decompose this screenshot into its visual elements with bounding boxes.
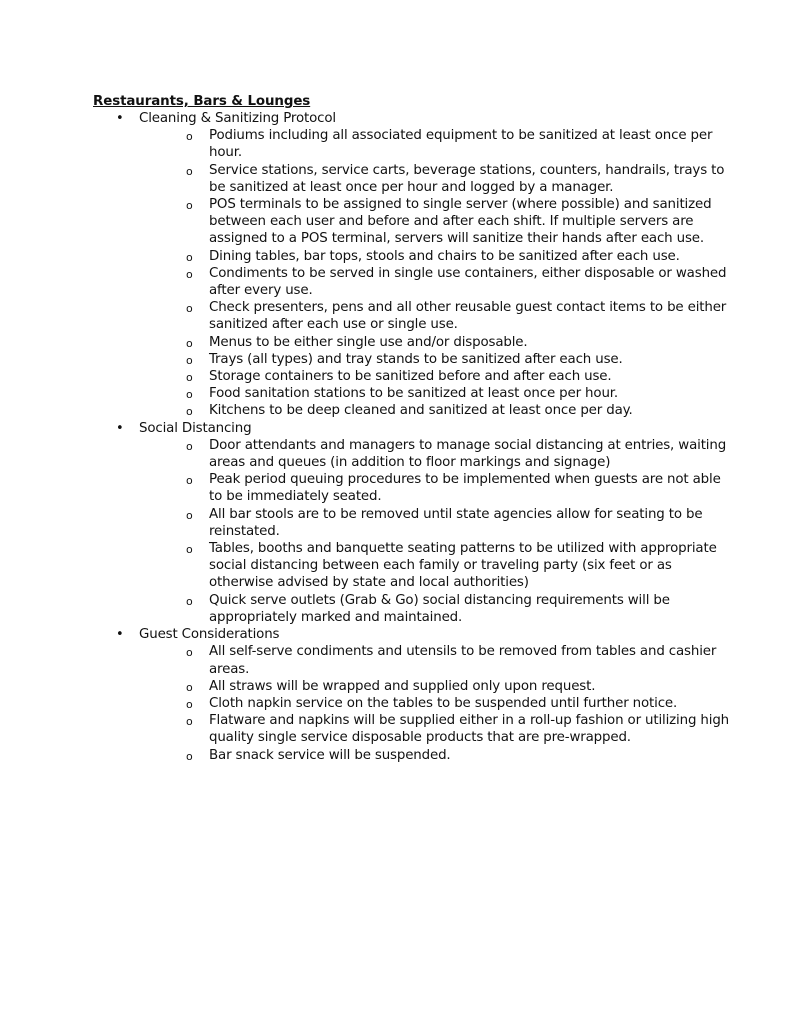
list-item bbox=[186, 127, 729, 161]
hollow-bullet-icon: o bbox=[186, 405, 193, 419]
list-item-text: POS terminals to be assigned to single server (where possible) and sanitized between each user and before and after each shift. If multiple servers are assigned to a POS terminal, servers will sanitize their hands after each use. bbox=[209, 197, 712, 247]
list-item-text: Condiments to be served in single use containers, either disposable or washed after every use. bbox=[209, 265, 727, 299]
list-item-text: All straws will be wrapped and supplied only upon request. bbox=[209, 678, 596, 694]
list-item bbox=[186, 678, 729, 695]
list-item-text: All self-serve condiments and utensils to be removed from tables and cashier areas. bbox=[209, 644, 717, 677]
list-item-text: Podiums including all associated equipment to be sanitized at least once per hour. bbox=[209, 128, 713, 161]
item-list bbox=[139, 437, 727, 626]
document-title: Restaurants, Bars & Lounges bbox=[93, 94, 311, 109]
hollow-bullet-icon: o bbox=[186, 749, 193, 763]
section-bullet-icon: • bbox=[116, 111, 124, 126]
list-item bbox=[186, 196, 729, 248]
list-item bbox=[186, 540, 729, 592]
hollow-bullet-icon: o bbox=[186, 474, 193, 488]
hollow-bullet-icon: o bbox=[186, 508, 193, 522]
list-item-text: Door attendants and managers to manage social distancing at entries, waiting areas and queues (in addition to floor markings and signage) bbox=[209, 437, 727, 471]
list-item bbox=[186, 437, 729, 471]
list-item bbox=[186, 299, 729, 333]
list-item-text: Food sanitation stations to be sanitized at least once per hour. bbox=[209, 386, 619, 402]
list-item-text: Cloth napkin service on the tables to be suspended until further notice. bbox=[209, 695, 678, 711]
list-item bbox=[186, 471, 729, 505]
section-heading: Guest Considerations bbox=[139, 627, 280, 643]
section-list bbox=[116, 110, 730, 764]
list-item bbox=[186, 643, 729, 677]
hollow-bullet-icon: o bbox=[186, 199, 193, 213]
hollow-bullet-icon: o bbox=[186, 388, 193, 402]
list-item bbox=[186, 248, 729, 265]
list-item-text: Kitchens to be deep cleaned and sanitized at least once per day. bbox=[209, 403, 633, 419]
section bbox=[116, 110, 727, 420]
hollow-bullet-icon: o bbox=[186, 164, 193, 178]
section-bullet-icon: • bbox=[116, 420, 124, 436]
list-item-text: Menus to be either single use and/or disposable. bbox=[209, 334, 528, 350]
list-item bbox=[186, 351, 729, 368]
list-item-text: Storage containers to be sanitized before and after each use. bbox=[209, 369, 612, 385]
hollow-bullet-icon: o bbox=[186, 543, 193, 557]
hollow-bullet-icon: o bbox=[186, 715, 193, 729]
list-item-text: Dining tables, bar tops, stools and chairs to be sanitized after each use. bbox=[209, 248, 680, 264]
section-bullet-icon: • bbox=[116, 627, 124, 643]
list-item-text: Trays (all types) and tray stands to be sanitized after each use. bbox=[209, 351, 623, 367]
hollow-bullet-icon: o bbox=[186, 353, 193, 367]
list-item bbox=[186, 368, 729, 385]
hollow-bullet-icon: o bbox=[186, 646, 193, 660]
section-heading: Social Distancing bbox=[139, 420, 252, 436]
list-item bbox=[186, 334, 729, 351]
list-item-text: Service stations, service carts, beverage stations, counters, handrails, trays to be sanitized at least once per hour and logged by a manager. bbox=[209, 162, 725, 195]
list-item bbox=[186, 265, 729, 299]
list-item bbox=[186, 712, 729, 746]
list-item bbox=[186, 506, 729, 540]
hollow-bullet-icon: o bbox=[186, 439, 193, 453]
item-list bbox=[139, 643, 730, 763]
list-item-text: Check presenters, pens and all other reusable guest contact items to be either sanitized after each use or single use. bbox=[209, 300, 727, 333]
list-item-text: Bar snack service will be suspended. bbox=[209, 747, 451, 763]
item-list bbox=[139, 127, 727, 419]
list-item-text: All bar stools are to be removed until state agencies allow for seating to be reinstated. bbox=[209, 506, 703, 539]
list-item-text: Peak period queuing procedures to be implemented when guests are not able to be immediately seated. bbox=[209, 472, 721, 505]
list-item bbox=[186, 402, 729, 419]
hollow-bullet-icon: o bbox=[186, 250, 193, 264]
list-item-text: Tables, booths and banquette seating patterns to be utilized with appropriate social distancing between each family or traveling party (six feet or as otherwise advised by state and local authorities) bbox=[209, 541, 717, 591]
list-item bbox=[186, 695, 729, 712]
hollow-bullet-icon: o bbox=[186, 697, 193, 711]
section bbox=[116, 626, 730, 764]
list-item-text: Quick serve outlets (Grab & Go) social distancing requirements will be appropriately marked and maintained. bbox=[209, 592, 670, 625]
section-heading: Cleaning & Sanitizing Protocol bbox=[139, 111, 337, 126]
list-item bbox=[186, 747, 729, 764]
list-item bbox=[186, 162, 729, 196]
hollow-bullet-icon: o bbox=[186, 302, 193, 316]
hollow-bullet-icon: o bbox=[186, 130, 193, 144]
section bbox=[116, 420, 727, 626]
hollow-bullet-icon: o bbox=[186, 594, 193, 608]
hollow-bullet-icon: o bbox=[186, 680, 193, 694]
list-item-text: Flatware and napkins will be supplied either in a roll-up fashion or utilizing high quality single service disposable products that are pre-wrapped. bbox=[209, 713, 730, 746]
hollow-bullet-icon: o bbox=[186, 267, 193, 281]
list-item bbox=[186, 592, 729, 626]
list-item bbox=[186, 385, 729, 402]
hollow-bullet-icon: o bbox=[186, 336, 193, 350]
hollow-bullet-icon: o bbox=[186, 371, 193, 385]
